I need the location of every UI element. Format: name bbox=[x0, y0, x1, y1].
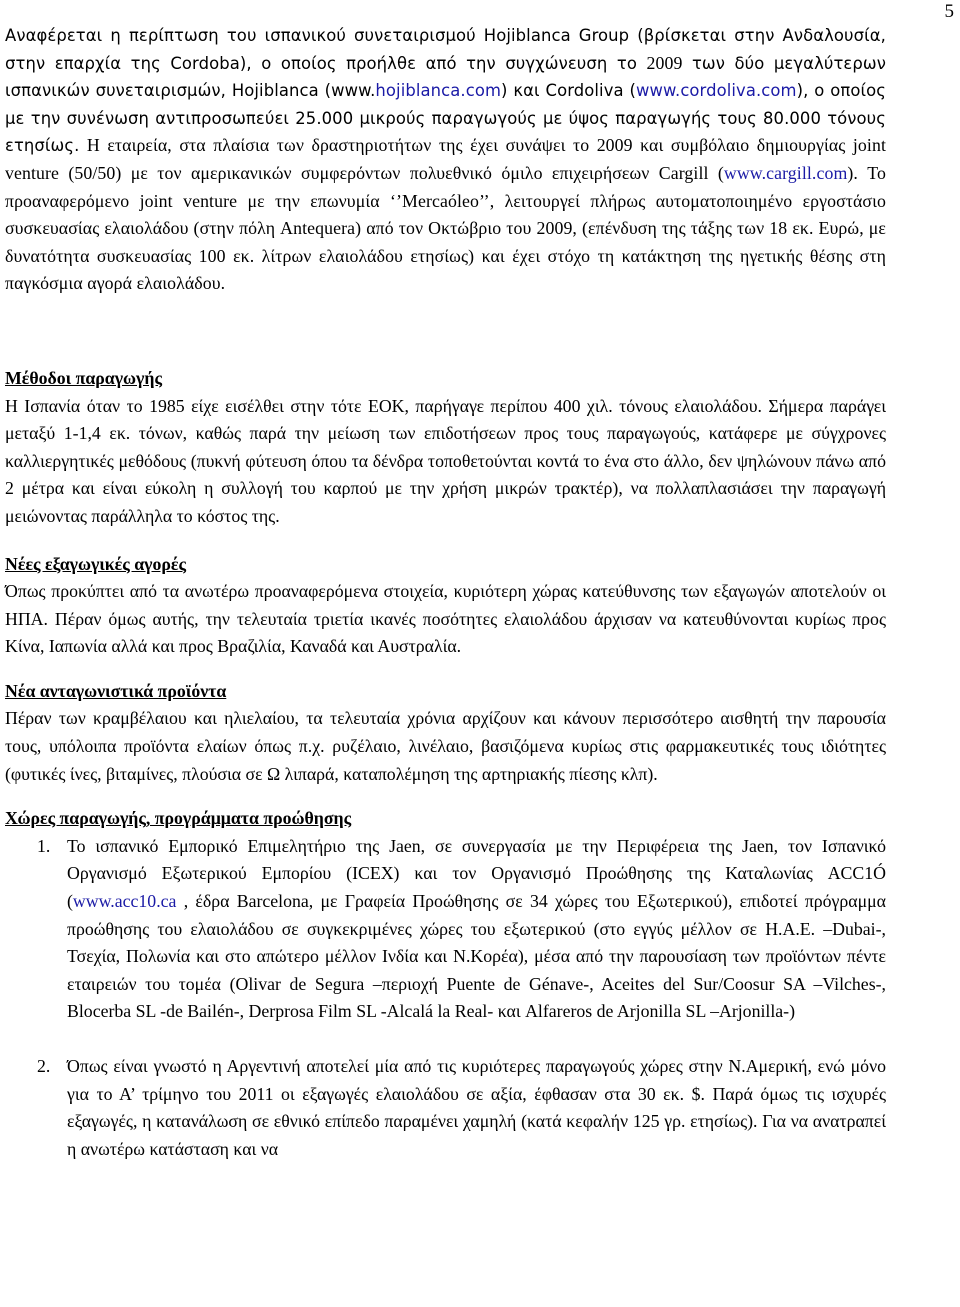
list-item-number: 1. bbox=[37, 835, 51, 856]
cordoliva-link[interactable]: www.cordoliva.com bbox=[636, 81, 797, 101]
list-item-number: 2. bbox=[37, 1056, 51, 1076]
section-heading: Μέθοδοι παραγωγής bbox=[5, 367, 162, 388]
section-heading: Χώρες παραγωγής, προγράμματα προώθησης bbox=[5, 808, 352, 829]
intro-text-e: Η εταιρεία, στα πλαίσια των δραστηριοτήτων της έχει συνάψει το 2009 και συμβόλαιο δημιουργίας joint venture (50/50) με τον αμερικανικών συμφερόντων πολυεθνικό όμιλο επιχειρήσεων Cargill ( bbox=[5, 135, 886, 183]
page-number: 5 bbox=[944, 1, 954, 22]
section-promotion-programs bbox=[5, 805, 886, 1163]
section-body: Πέραν των κραμβέλαιου και ηλιελαίου, τα τελευταία χρόνια αρχίζουν και κάνουν περισσότερο αισθητή την παρουσία τους, υπόλοιπα προϊόντα ελαίων όπως π.χ. ρυζέλαιο, λινέλαιο, βασιζόμενα κυρίως στις φαρμακευτικές τους ιδιότητες (φυτικές ίνες, βιταμίνες, πλούσια σε Ω λιπαρά, καταπολέμηση της αρτηριακής πίεσης κλπ). bbox=[5, 708, 886, 784]
intro-text-b: των δύο μεγαλύτερων ισπανικών συνεταιρισμών, Hojiblanca (www. bbox=[5, 53, 886, 101]
list-item bbox=[5, 1053, 886, 1163]
spacer bbox=[5, 661, 886, 678]
section-body: Η Ισπανία όταν το 1985 είχε εισέλθει στην τότε ΕΟΚ, παρήγαγε περίπου 400 χιλ. τόνους ελαιολάδου. Σήμερα παράγει μεταξύ 1-1,4 εκ. τόνων, καθώς παρά την μείωση των επιδοτήσεων προς τους παραγωγούς, κατάφερε με σύγχρονες καλλιεργητικές μεθόδους (πυκνή φύτευση όπου τα δένδρα τοποθετούνται κοντά το ένα στο άλλο, δεν ψηλώνουν πάνω από 2 μέτρα και είναι εύκολη η συλλογή του καρπού με την χρήση μικρών τρακτέρ), να πολλαπλασιάσει την παραγωγή μειώνοντας παράλληλα το κόστος της. bbox=[5, 395, 886, 526]
intro-text-f: ). Το προαναφερόμενο joint venture με την επωνυμία ‘’Mercaóleo’’, λειτουργεί πλήρως αυτοματοποιημένο εργοστάσιο συσκευασίας ελαιολάδου (στην πόλη Antequera) από τον Οκτώβριο του 2009, (επένδυση της τάξης των 18 εκ. Ευρώ, με δυνατότητα συσκευασίας 100 εκ. λίτρων ελαιολάδου ετησίως) και έχει στόχο τη κατάκτηση της ηγετικής θέσης στη παγκόσμια αγορά ελαιολάδου. bbox=[5, 162, 887, 294]
hojiblanca-link[interactable]: hojiblanca.com bbox=[375, 81, 502, 101]
intro-text-a: Αναφέρεται η περίπτωση του ισπανικού συνεταιρισμού Hojiblanca Group (βρίσκεται στην Ανδαλουσία, στην επαρχία της Cordoba), ο οποίος προήλθε από την συγχώνευση το bbox=[5, 26, 886, 73]
list-item bbox=[5, 833, 886, 1026]
intro-text-c: ) και Cordoliva ( bbox=[501, 81, 636, 101]
section-new-export-markets bbox=[5, 551, 886, 661]
list-item-text-b: , έδρα Barcelona, με Γραφεία Προώθησης σε 34 χώρες του Εξωτερικού), επιδοτεί πρόγραμμα προώθησης του ελαιολάδου σε συγκεκριμένες χώρες του εξωτερικού (στο εγγύς μέλλον σε Η.Α.Ε. –Dubai-, Τσεχία, Πολωνία και στο απώτερο μέλλον Ινδία και Ν.Κορέα), μέσα από την παρουσίαση των προϊόντων πέντε εταιρειών του τομέα (Olivar de Segura –περιοχή Puente de Génave-, Aceites del Sur/Coosur SA –Vilches-, Blocerba SL -de Bailén-, Derprosa Film SL -Alcalá la Real- και Alfareros de Arjonilla SL –Arjonilla-) bbox=[67, 891, 886, 1022]
list-item-text bbox=[67, 833, 886, 1026]
section-heading: Νέα ανταγωνιστικά προϊόντα bbox=[5, 680, 227, 701]
intro-paragraph bbox=[5, 22, 886, 298]
section-production-methods bbox=[5, 365, 886, 531]
intro-text-d: ), ο οποίος με την συνένωση αντιπροσωπεύει 25.000 μικρούς παραγωγούς με ύψος παραγωγής τους 80.000 τόνους ετησίως. bbox=[5, 81, 886, 156]
promotion-list bbox=[5, 833, 886, 1164]
spacer bbox=[5, 1026, 886, 1053]
list-item-text-a: Το ισπανικό Εμπορικό Επιμελητήριο της Jaen, σε συνεργασία με την Περιφέρεια της Jaen, τον Ισπανικό Οργανισμό Εξωτερικού Εμπορίου (ICEX) και τον Οργανισμό Προώθησης της Καταλωνίας ACC1Ó ( bbox=[67, 835, 886, 912]
section-heading: Νέες εξαγωγικές αγορές bbox=[5, 553, 186, 574]
spacer bbox=[5, 531, 886, 551]
acc10-link[interactable]: www.acc10.ca bbox=[72, 891, 177, 912]
spacer bbox=[5, 298, 886, 365]
list-item-text bbox=[67, 1053, 886, 1163]
section-body: Όπως προκύπτει από τα ανωτέρω προαναφερόμενα στοιχεία, κυριότερη χώρας κατεύθυνσης των εξαγωγών αποτελούν οι ΗΠΑ. Πέραν όμως αυτής, την τελευταία τριετία ικανές ποσότητες ελαιολάδου άρχισαν να κατευθύνονται κυρίως προς Κίνα, Ιαπωνία αλλά και προς Βραζιλία, Καναδά και Αυστραλία. bbox=[5, 581, 886, 657]
list-item-text-a: Όπως είναι γνωστό η Αργεντινή αποτελεί μία από τις κυριότερες παραγωγούς χώρες στην Ν.Αμερική, ενώ μόνο για το Α’ τρίμηνο του 2011 οι εξαγωγές ελαιολάδου σε αξία, έφθασαν στα 30 εκ. $. Παρά όμως τις ισχυρές εξαγωγές, η κατανάλωση σε εθνικό επίπεδο παραμένει χαμηλή (κατά κεφαλήν 125 γρ. ετησίως). Για να ανατραπεί η ανωτέρω κατάσταση και να bbox=[67, 1056, 886, 1159]
intro-year: 2009 bbox=[646, 52, 683, 73]
cargill-link[interactable]: www.cargill.com bbox=[723, 162, 848, 183]
section-competitive-products bbox=[5, 678, 886, 788]
spacer bbox=[5, 788, 886, 805]
document-page bbox=[5, 22, 886, 1163]
